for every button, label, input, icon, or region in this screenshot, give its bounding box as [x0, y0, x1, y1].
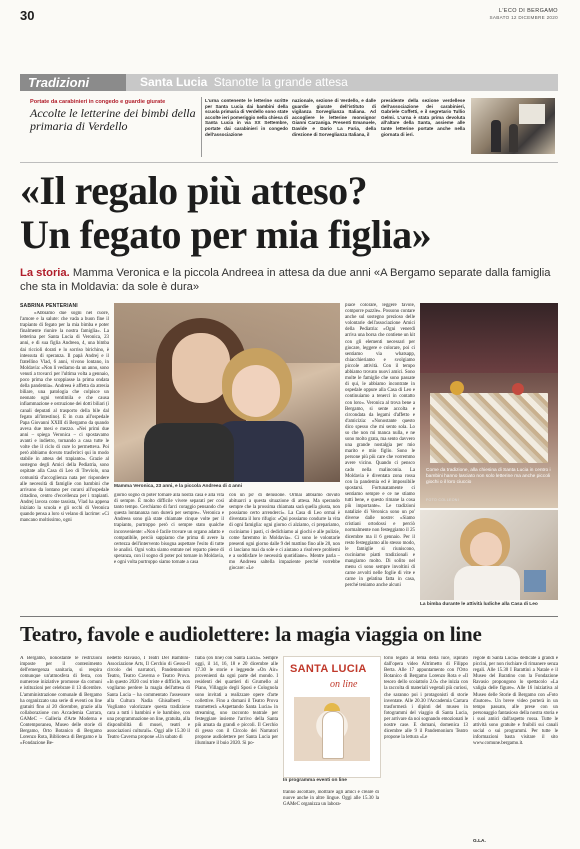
story-column-b: giorno sogno di poter tornare alla nostra casa e alla vita di sempre. È molto difficile vivere separati per così tanto tempo. Cerchiamo di farci coraggio pensando che questa lontananza non durerà per sempre». Veronica e Andreea sono già state chiamate cinque volte per il trapianto, purtroppo però ci sempre stato qualche inconveniente: «Non è facile trovare un organo adatto e compatibile, perciò sappiamo che prima di avere la certezza dell'intervento bisogna aspettare l'esito di tutte le analisi. Ogni volta siamo entrate nel reparto piene di speranza, con il sogno di poter poi tornare in Moldavia, e ogni volta purtroppo siamo tornate a casa — [114, 493, 224, 566]
section-topic-rest: Stanotte la grande attesa — [213, 75, 348, 89]
story-column-a: «Abbiamo due sogni nel cuore, l'amore e la salute: che vada a buon fine il trapianto di fegato per la mia bimba e poter finalmente riunire la nostra famiglia». La letterina per Santa Lucia di Veronica, 23 anni, e di sua figlia Andreea, 4, una bimba dai riccioli dorati e lo sorriso birichino, è intessuta di speranza. Il papà Andrej e il fratellino Vlad, 6 anni, vivono lontano, in Moldavia: «Non li vediamo da un anno, sono venuti a trovarci per l'ultima volta a gennaio, poco prima che scoppiasse la prima ondata della pandemia». Andreea è affetta da atresia biliare, una patologia che colpisce un neonato ogni ventimila e che causa infiammazione e ostruzione dei dotti biliari (i canali deputati al trasporto della bile dal fegato all'intestino). E in cura all'ospedale Papa Giovanni XXIII di Bergamo da quando aveva due mesi e mezzo. «Nei primi due anni – spiega Veronica – ci spostavamo avanti e indietro, tornando a casa tutte le volte che il ciclo di cure lo permetteva. Poi però abbiamo dovuto trasferirci qui in modo stabile in attesa del trapianto». Grazie al sostegno degli Amici della Pediatria, sono ospitate alla Casa di Leo di Treviolo, una comunità d'accoglienza nata per rispondere alle necessità di famiglie con bambini che arrivano da lontano per curarsi all'ospedale cittadino, centro d'eccellenza per i trapianti. Andrej lavora come tassista, Vlad ha appena iniziato la scuola e gli occhi di Veronica quando pensa a loro si velano di lacrime: «Ci mancano moltissimo, ogni — [20, 311, 109, 524]
story-column-c: con un po' di delusione. Ormai abbiamo dovuto abituarci a questa situazione di attesa. Ma sperando sempre che la prossima chiamata sarà quella giusta, non possiamo certo arrenderci». La Casa di Leo ormai è diventata il loro rifugio: «Qui possiamo condurre la vita di ogni famiglia: ogni giorno ci alziamo, ci prepariamo, cuciniamo i pasti, ci dedichiamo ai giochi e alle pulizie, come faremmo in Moldavia». Ci sono le volontarie presenti ogni giorno dalle 9 del mattino fino alle 20, non ci lasciano mai da sole e ci aiutano a risolvere problemi e a soddisfare le necessità quotidiane». Mentre parla – mo Andreea saltella impaziente perché vorrebbe giocare: «Le — [229, 493, 340, 572]
bottom-column-4: tranno ascoltare, inoltrare agli amici e creare di nuove anche in altre lingue. Oggi alle 15.30 la GAMeC organizza un labora- — [283, 790, 379, 808]
photo-mother-daughter-caption: Mamma Veronica, 23 anni, e la piccola Andreea di 4 anni — [114, 484, 243, 489]
brief-headline: Accolte le letterine dei bimbi della primaria di Verdello — [30, 106, 196, 133]
brief-divider — [201, 97, 202, 157]
main-subheadline-text: Mamma Veronica e la piccola Andreea in attesa da due anni «A Bergamo separate dalla famiglia che sta in Moldavia: da sole è dura» — [20, 267, 551, 293]
photo-child-face — [470, 532, 502, 566]
photo-child-face — [232, 365, 280, 417]
section-title: Tradizioni — [28, 75, 90, 90]
promo-caption: In programma eventi on line — [283, 778, 347, 783]
brief-photo — [471, 98, 555, 154]
photo-credit: FOTO COLLEONI — [426, 498, 459, 502]
bottom-column-1: A Bergamo, nonostante le restrizioni imposte per il contenimento dell'emergenza sanitaria, si respira comunque un'atmosfera di festa, con numerose iniziative promosse da comuni e istituzioni per celebrare il 13 dicembre. L'amministrazione comunale di Bergamo ha organizzato una serie di eventi on line gratuiti fino al 20 dicembre, grazie alla collaborazione con Accademia Carrara, GAMeC – Galleria d'Arte Moderna e Contemporanea, Museo delle storie di Bergamo, Orto Botanico di Bergamo Lorenzo Rota, Biblioteca di Bergamo e la «Fondazione Be- — [20, 656, 102, 747]
bottom-column-2: nedetto Ravasio, I Teatri Del Bambini-Associazione Arts, Il Cerchio di Gesso-Il circolo dei narratori, Pandemonium Teatro, Teatro Caverna e Teatro Prova. «In questo 2020 così triste e difficile, non vogliamo perdere la magia dell'attesa di Santa Lucia – ha commentato l'assessore alla Cultura Nadia Ghisalberti –. Vogliamo valorizzare questa tradizione cara a tutti i bambini e le bambine, con una programmazione on line, gratuita, alla disponibilità di musei, teatri e associazioni culturali». Oggi alle 15.30 il Teatro Caverna propone «Un sabato di — [107, 656, 190, 741]
bottom-column-5: torio legato al tema della luce, ispirato dall'opera video Altrimetto di Filippo Berta. Alle 17 appuntamento con l'Orto Botanico di Bergamo Lorenzo Rota e «Il tesoro dello scoiattolo 2.0» che inizia con la raccolta di materiali vegetali più curiosi, che saranno poi i protagonisti di storie inventate. Alle 20.30 l'Accademia Carrara trasformerà i dipinti del museo in fotogrammi del viaggio di Santa Lucia, per arrivare da noi sognando emozionati le nostre case. E domani, domenica 13 dicembre alle 9 il Pandemonium Teatro propone la lettura «Le — [384, 656, 468, 741]
paper-name: L'ECO DI BERGAMO — [498, 8, 558, 14]
brief-photo-figure — [509, 124, 518, 152]
brief-photo-figure — [491, 120, 501, 152]
photo-mother-clothes — [144, 423, 234, 482]
photo-child-playing-caption: La bimba durante le attività ludiche alla Casa di Leo — [420, 602, 538, 607]
promo-box — [283, 656, 381, 778]
bottom-top-rule — [20, 616, 558, 617]
section-topic — [140, 75, 348, 90]
bottom-column-6: regole di Santa Lucia» dedicate a grandi e piccini, per non rischiare di rimanere senza regali. Alle 15.30 I Barattini a Natale e il Museo del Baratino con la Fondazione Ravasio propongono lo spettacolo «La valigia delle figure». Alle 16 iniziativa al Museo delle Storie di Bergamo con «Foto d'autore». Un breve video porterà in un tempo passato, alle prese con un personaggio fantasioso della nostra storia e i suoi amici dall'aspetto rossa. Tutte le attività sono gratuite e fruibili sui canali social o sui programmi. Per tutte le informazioni basta visitare il sito www.comune.bergamo.it. — [473, 656, 558, 747]
page-number: 30 — [20, 8, 35, 23]
brief-column-2: nazionale, sezione di Verdello, e dalle guardie giurate dell'istituto di vigilanza Sorveglianza Italiana. Ad accogliere le letterine monsignor Gianni Carzaniga. Presenti Emanuele, Davide e Dario La Faria, della direzione di Sorveglianza Italiana, il — [292, 98, 376, 137]
photo-child-shirt — [454, 566, 520, 600]
photo-santa-lucia-chapel-caption: Come da tradizione, alla chiesina di Santa Lucia in centro i bambini hanno lasciato non solo letterine ma anche piccoli giochi o il loro ciuccio — [426, 468, 551, 485]
photo-chapel-cloth — [420, 303, 558, 373]
photo-chapel-letters — [430, 393, 548, 463]
photo-mother-daughter — [114, 303, 340, 482]
story-column-d: piace colorare, leggere favole, comporre puzzle». Possono contare anche sul sostegno prezioso delle volontarie dell'associazione Amici della Pediatria: «Ogni venerdì arriva una borsa che contiene un kit con gli elementi necessari per giocare, leggere e colorare, poi ci sentiamo via whatsapp, chiacchieriamo e svolgiamo piccole attività. Con il tempo abbiamo trovato nuovi amici. Sono molte le famiglie che sono passate di qui, le abbiamo incontrate in ospedale oppure alla Casa di Leo e continuiamo a tenerci in contatto con loro». Veronica al trova bene a Bergamo, si sente accolta e circondata da legami d'affetto e d'amicizia: «Nonostante questo dico spesso che mi sento sola. Lo so che non mi manca nulla, e ne sono molto grata, ma sento davvero una grande nostalgia per mio marito e mio figlio. Sono le persone più più care che vorremmo avere vicino. Quando ci pensco cado nella malinconia. La Moldavia è diventata zona rossa con la pandemia ed è impossibile spostarsi. Fortunatamente ci sentiamo sempre e ce ne stiamo tutti bene, e questo rimane la cosa più importante». Le tradizioni natalizie di Veronica sono un po' diverse dalle nostre: «Siamo cristiani ortodossi e perciò normalmente non festeggiamo il 25 dicembre ma il 6 gennaio. Per il resto festeggiamo allo stesso modo, le famiglie si riuniscono, cuciniamo piatti tradizionali e mangiamo molto. Di solito nel menu ci sono sempre involtini di carne avvolti nelle foglie di vite e carne in gelatina fatta in casa, perché teniamo anche alcuni — [345, 303, 415, 589]
author-tag: G.LA. — [473, 839, 486, 844]
promo-title: SANTA LUCIA — [290, 663, 367, 675]
brief-kicker: Portate da carabinieri in congedo e guardie giurate — [30, 99, 166, 105]
photo-chapel-toy — [512, 383, 524, 395]
photo-toy-blocks — [524, 570, 546, 592]
bottom-column-3: fiaba (on line) con Santa Lucia». Sempre oggi, il 14, 16, 18 e 20 dicembre alle 17.30 le storie e leggende «On Air» provenienti da ogni parte del mondo. I residenti dei quartieri di Grumello al Piano, Villaggio degli Sposi e Colognola sono invitati a realizzare opere d'arte collettive. Fino a domani il Teatro Prova trasmetterà «Aspettando Santa Lucia» in streaming, uno racconto teatrale per festeggiare insieme l'arrivo della Santa più amata da grandi e piccoli. Il Cerchio di gesso con il Circolo dei Narratori propone audiolettere per Santa Lucia per illuminare il buio 2020. Si po- — [195, 656, 278, 747]
main-headline-line-2: Un fegato per mia figlia» — [20, 212, 432, 257]
promo-subtitle: on line — [330, 679, 358, 690]
issue-date: SABATO 12 DICEMBRE 2020 — [489, 15, 558, 20]
section-topic-strong: Santa Lucia — [140, 75, 208, 89]
brief-column-3: presidente della sezione verdellese dell'associazione dei carabinieri, Gabriele Coffetti, e il segretario Tullio Gelmi. L'urna è stata prima devoluta all'altare della Santa, assieme alle tante letterine portate anche nella giornata di ieri. — [381, 98, 465, 137]
bottom-headline: Teatro, favole e audiolettere: la magia viaggia on line — [20, 622, 482, 646]
main-headline-line-1: «Il regalo più atteso? — [20, 168, 368, 213]
brief-photo-window — [519, 104, 545, 124]
photo-mother-face — [172, 333, 230, 403]
photo-child-playing — [420, 510, 558, 600]
promo-illustration — [294, 697, 370, 761]
brief-column-1: L'urna contenente le letterine scritte per Santa Lucia dai bambini della scuola primaria di Verdello sono state accolte ieri pomeriggio nella chiesa di Santa Lucia in via XX Settembre, portate dai carabinieri in congedo dell'associazione — [205, 98, 288, 137]
main-subheadline — [20, 266, 556, 294]
byline: SABRINA PENTERIANI — [20, 303, 78, 309]
santa-lucia-figure — [322, 711, 344, 759]
photo-chapel-toy — [450, 381, 464, 395]
main-subheadline-kicker: La storia. — [20, 267, 70, 279]
candle-crown-icon — [324, 703, 340, 711]
brief-bottom-rule — [20, 162, 558, 163]
